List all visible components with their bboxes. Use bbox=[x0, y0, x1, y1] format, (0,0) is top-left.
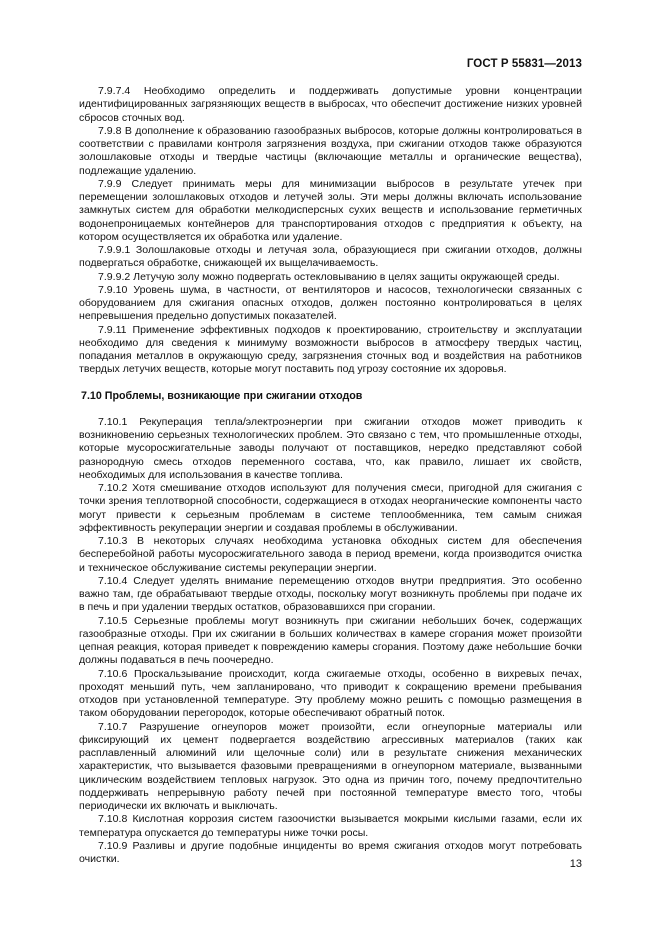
paragraph-7-10-6: 7.10.6 Проскальзывание происходит, когда сжигаемые отходы, особенно в вихревых печах, проходят меньший путь, чем запланировано, что приводит к сокращению времени пребывания отходов при установленной температуре. Эту проблему можно решить с помощью размещения в таком оборудовании перегородок, которые обеспечивают обратный поток. bbox=[79, 667, 582, 720]
paragraph-7-9-10: 7.9.10 Уровень шума, в частности, от вентиляторов и насосов, технологически связанных с оборудованием для сжигания опасных отходов, должен постоянно контролироваться в целях непревышения предельно допустимых показателей. bbox=[79, 283, 582, 323]
paragraph-7-9-9-2: 7.9.9.2 Летучую золу можно подвергать остекловыванию в целях защиты окружающей среды. bbox=[98, 270, 560, 283]
page-number: 13 bbox=[569, 858, 582, 870]
document-body bbox=[79, 85, 582, 866]
paragraph-7-10-1: 7.10.1 Рекуперация тепла/электроэнергии при сжигании отходов может приводить к возникновению серьезных технологических проблем. Это связано с тем, что промышленные отходы, которые мусоросжигательные заводы получают от поставщиков, нередко представляют собой разнородную смесь отходов переменного состава, что, как правило, лишает их свойств, необходимых для использования в качестве топлива. bbox=[79, 415, 582, 481]
paragraph-7-9-8: 7.9.8 В дополнение к образованию газообразных выбросов, которые должны контролироваться в соответствии с правилами контроля загрязнения воздуха, при сжигании отходов также образуются золошлаковые отходы и твердые частицы (включающие металлы и органические вещества), подлежащие удалению. bbox=[79, 124, 582, 177]
paragraph-7-10-8: 7.10.8 Кислотная коррозия систем газоочистки вызывается мокрыми кислыми газами, если их температура опускается до температуры ниже точки росы. bbox=[79, 813, 582, 839]
section-heading-7-10: 7.10 Проблемы, возникающие при сжигании отходов bbox=[81, 389, 363, 402]
paragraph-7-9-9: 7.9.9 Следует принимать меры для минимизации выбросов в результате утечек при перемещении золошлаковых отходов и летучей золы. Эти меры должны включать использование замкнутых систем для обработки мелкодисперсных сухих веществ и использование герметичных водонепроницаемых контейнеров для транспортирования отходов с предприятия к объекту, на котором осуществляется их обработка или удаление. bbox=[79, 177, 582, 243]
paragraph-7-9-9-1: 7.9.9.1 Золошлаковые отходы и летучая зола, образующиеся при сжигании отходов, должны подвергаться обработке, снижающей их выщелачиваемость. bbox=[79, 244, 582, 270]
paragraph-7-10-4: 7.10.4 Следует уделять внимание перемещению отходов внутри предприятия. Это особенно важно там, где обрабатывают твердые отходы, поскольку могут возникнуть проблемы при подаче их в печь и при удалении твердых остатков, образовавшихся при сгорании. bbox=[79, 574, 582, 614]
paragraph-7-9-11: 7.9.11 Применение эффективных подходов к проектированию, строительству и эксплуатации необходимо для сведения к минимуму возможности выбросов в атмосферу твердых частиц, попадания металлов в окружающую среду, загрязнения сточных вод и воздействия на работников твердых летучих веществ, которые могут поставить под угрозу состояние их здоровья. bbox=[79, 323, 582, 376]
paragraph-7-10-9: 7.10.9 Разливы и другие подобные инциденты во время сжигания отходов могут потребовать очистки. bbox=[79, 839, 582, 865]
paragraph-7-10-5: 7.10.5 Серьезные проблемы могут возникнуть при сжигании небольших бочек, содержащих газообразные отходы. При их сжигании в больших количествах в камере сгорания может произойти цепная реакция, которая приведет к повреждению камеры сгорания. Поэтому даже небольшие бочки должны подаваться в печь поочередно. bbox=[79, 614, 582, 667]
standard-number: ГОСТ Р 55831—2013 bbox=[466, 58, 582, 70]
paragraph-7-9-7-4: 7.9.7.4 Необходимо определить и поддерживать допустимые уровни концентрации идентифицированных загрязняющих веществ в выбросах, что обеспечит достижение низких уровней сбросов сточных вод. bbox=[79, 85, 582, 124]
paragraph-7-10-7: 7.10.7 Разрушение огнеупоров может произойти, если огнеупорные материалы или фиксирующий их цемент подвергается воздействию агрессивных материалов (таких как расплавленный алюминий или щелочные соли) или в результате снижения механических характеристик, что вызывается фазовыми превращениями в огнеупорном материале, вызванными циклическим воздействием тепловых нагрузок. Это одна из причин того, почему предпочтительно поддерживать непрерывную работу печей при постоянной температуре вместо того, чтобы периодически их включать и выключать. bbox=[79, 720, 582, 812]
paragraph-7-10-2: 7.10.2 Хотя смешивание отходов используют для получения смеси, пригодной для сжигания с точки зрения теплотворной способности, содержащиеся в отходах неорганические компоненты часто могут привести к серьезным проблемам в системе теплообменника, тем самым снижая эффективность рекуперации энергии и создавая проблемы в обслуживании. bbox=[79, 482, 582, 534]
paragraph-7-10-3: 7.10.3 В некоторых случаях необходима установка обходных систем для обеспечения бесперебойной работы мусоросжигательного завода в период времени, когда производится очистка и техническое обслуживание системы рекуперации энергии. bbox=[79, 535, 582, 574]
